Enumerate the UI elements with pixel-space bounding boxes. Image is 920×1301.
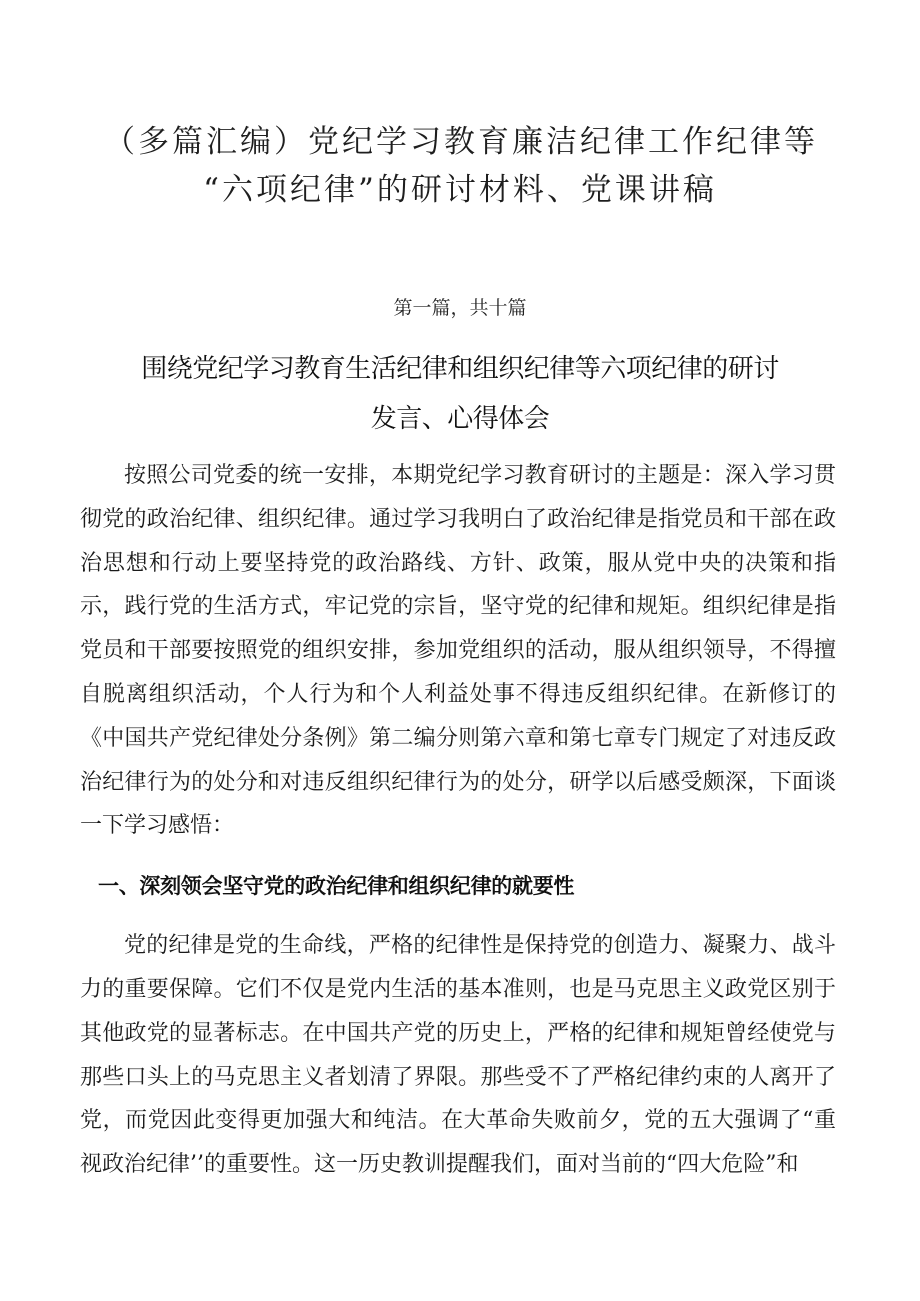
document-title-line-1: （多篇汇编）党纪学习教育廉洁纪律工作纪律等 [104,124,818,160]
section-title-line-2: 发言、心得体会 [370,404,550,434]
section-title-line-1: 围绕党纪学习教育生活纪律和组织纪律等六项纪律的研讨 [141,354,779,384]
document-title-line-2: “六项纪律”的研讨材料、党课讲稿 [203,172,717,208]
subheading-1: 一、深刻领会坚守党的政治纪律和组织纪律的就要性 [98,874,575,899]
chapter-label: 第一篇，共十篇 [393,297,527,319]
section-title [104,344,860,444]
body-paragraph-1: 按照公司党委的统一安排，本期党纪学习教育研讨的主题是：深入学习贯彻党的政治纪律、组织纪律。通过学习我明白了政治纪律是指党员和干部在政治思想和行动上要坚持党的政治路线、方针、政策，服从党中央的决策和指示，践行党的生活方式，牢记党的宗旨，坚守党的纪律和规矩。组织纪律是指党员和干部要按照党的组织安排，参加党组织的活动，服从组织领导，不得擅自脱离组织活动，个人行为和个人利益处事不得违反组织纪律。在新修订的《中国共产党纪律处分条例》第二编分则第六章和第七章专门规定了对违反政治纪律行为的处分和对违反组织纪律行为的处分，研学以后感受颇深，下面谈一下学习感悟： [80,463,836,839]
document-title [104,118,860,214]
body-paragraph-2: 党的纪律是党的生命线，严格的纪律性是保持党的创造力、凝聚力、战斗力的重要保障。它们不仅是党内生活的基本准则，也是马克思主义政党区别于其他政党的显著标志。在中国共产党的历史上，严格的纪律和规矩曾经使党与那些口头上的马克思主义者划清了界限。那些受不了严格纪律约束的人离开了党，而党因此变得更加强大和纯洁。在大革命失败前夕，党的五大强调了“重视政治纪律’’的重要性。这一历史教训提醒我们，面对当前的“四大危险”和 [80,933,836,1178]
